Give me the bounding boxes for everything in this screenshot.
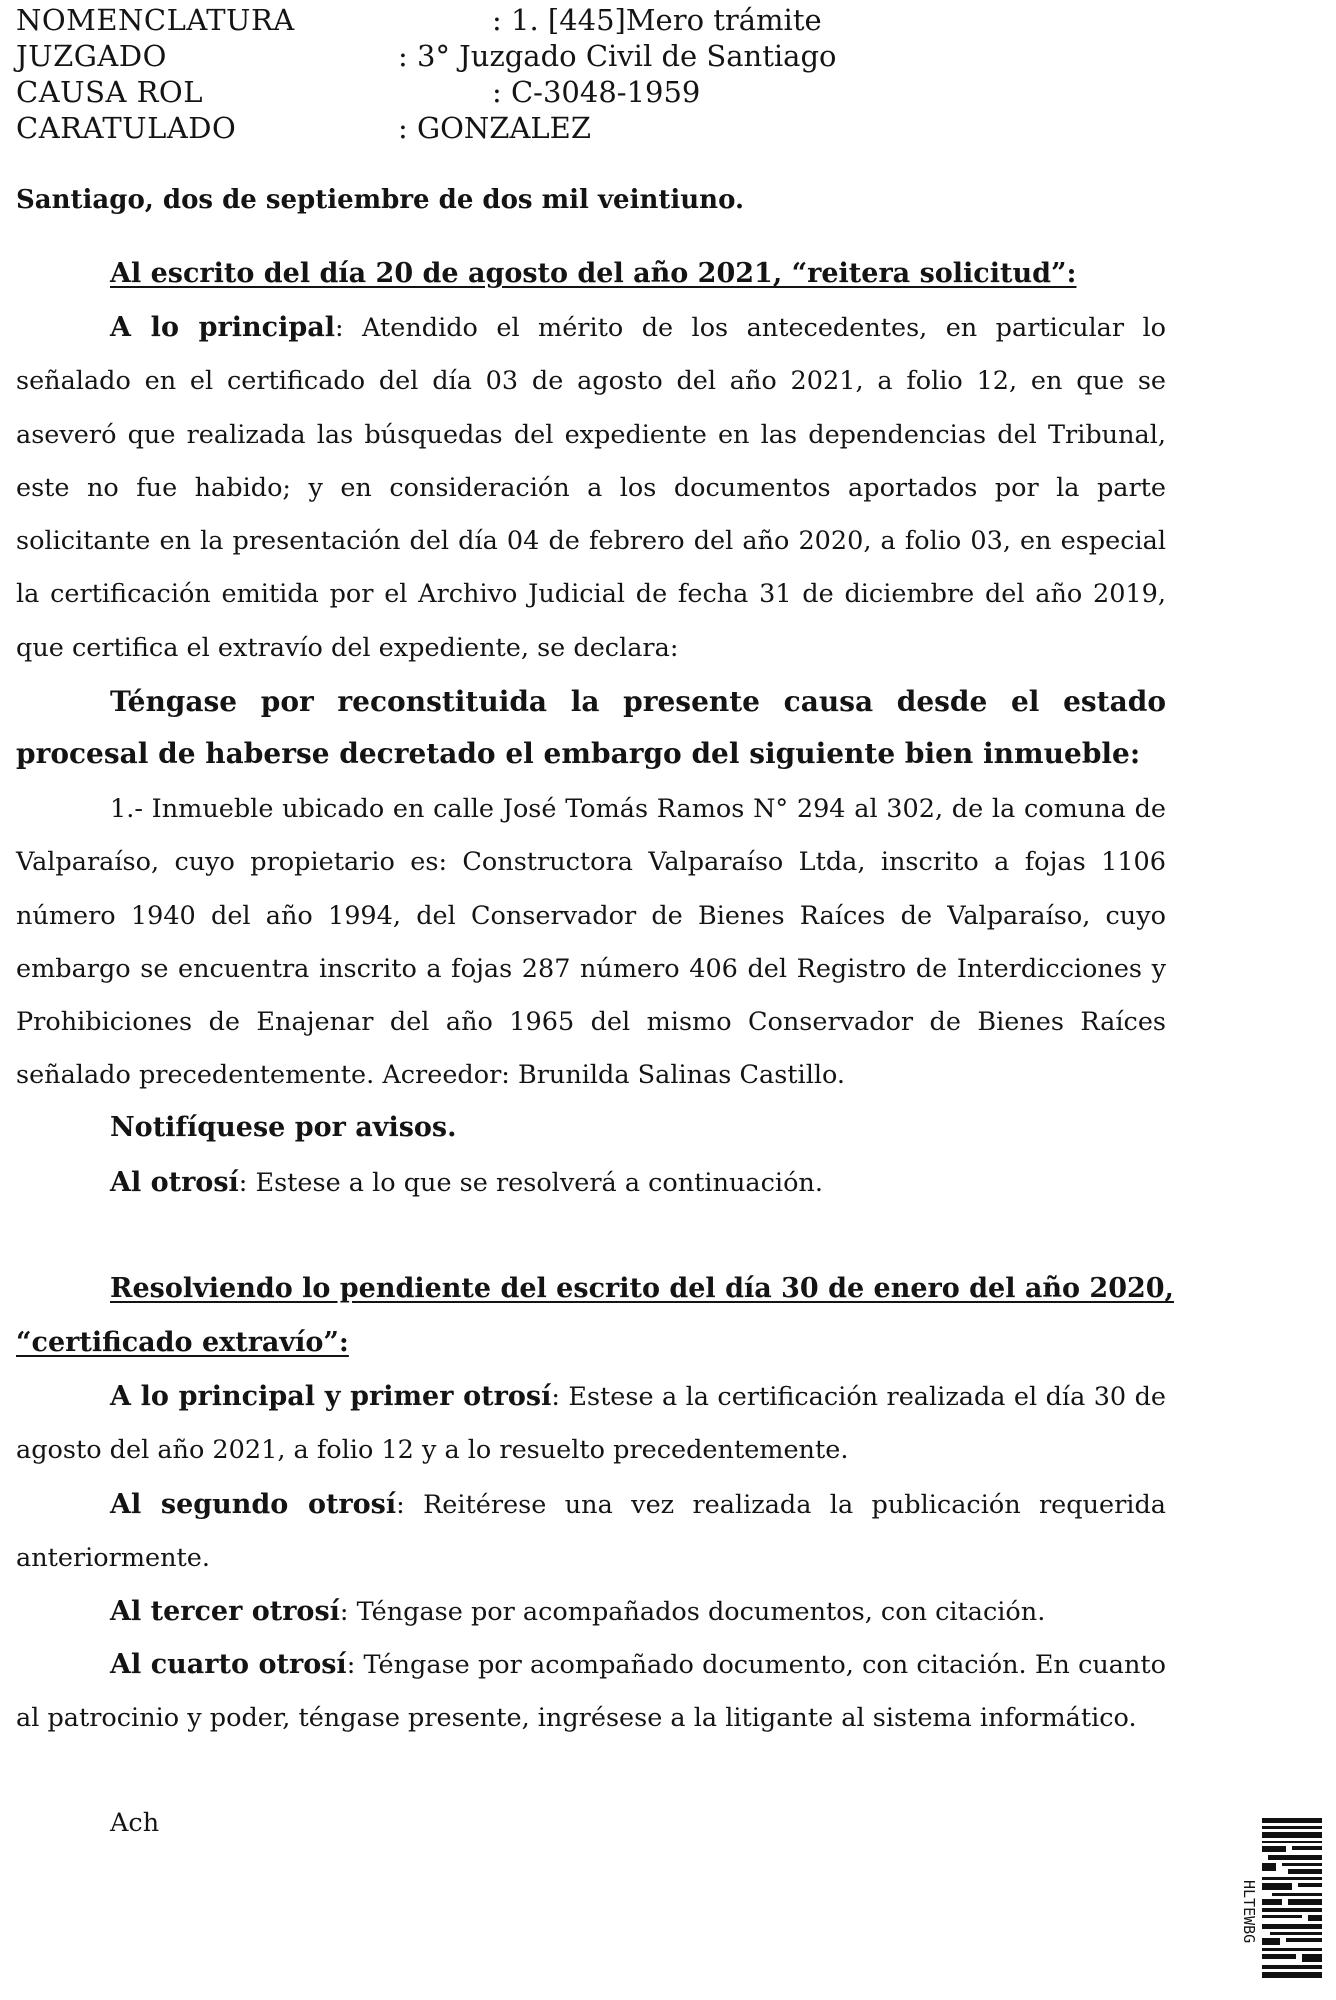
p4-text: : Téngase por acompañado documento, con citación. En cuanto al patrocinio y poder, téngase presente, ingrésese a la litigante al sistema informático. <box>16 1650 1167 1734</box>
causa-label: CAUSA ROL <box>16 75 203 109</box>
caratulado-label: CARATULADO <box>16 111 237 145</box>
document-page <box>16 0 1174 2000</box>
nomenclatura-value: : 1. [445]Mero trámite <box>492 3 822 37</box>
section1-otrosi <box>110 1167 823 1198</box>
nomenclatura-label: NOMENCLATURA <box>16 3 295 37</box>
section2-p3 <box>110 1596 1045 1627</box>
section2-title-line1: Resolviendo lo pendiente del escrito del día 30 de enero del año 2020, <box>110 1273 1174 1304</box>
p4-label: Al cuarto otrosí <box>110 1649 347 1680</box>
p3-text: : Téngase por acompañados documentos, con citación. <box>339 1597 1046 1627</box>
causa-value: : C-3048-1959 <box>492 75 701 109</box>
caratulado-value: : GONZALEZ <box>398 111 591 145</box>
otrosi-label: Al otrosí <box>110 1167 239 1198</box>
section2-p4 <box>16 1638 1166 1746</box>
p2-label: Al segundo otrosí <box>110 1489 397 1520</box>
principal-text: : Atendido el mérito de los antecedentes, en particular lo señalado en el certificado del día 03 de agosto del año 2021, a folio 12, en que se aseveró que realizada las búsquedas del expediente en las dependencias del Tribunal, este no fue habido; y en consideración a los documentos aportados por la parte solicitante en la presentación del día 04 de febrero del año 2020, a folio 03, en especial la certificación emitida por el Archivo Judicial de fecha 31 de diciembre del año 2019, que certifica el extravío del expediente, se declara: <box>16 313 1166 663</box>
barcode-code: HLTEWBG <box>1240 1880 1258 1944</box>
section1-declaration: Téngase por reconstituida la presente causa desde el estado procesal de haberse decretado el embargo del siguiente bien inmueble: <box>16 685 1166 770</box>
section1-principal <box>16 301 1166 675</box>
principal-label: A lo principal <box>110 312 335 343</box>
section1-notify: Notifíquese por avisos. <box>110 1112 457 1143</box>
p1-label: A lo principal y primer otrosí <box>110 1381 552 1412</box>
p2-text: : Reitérese una vez realizada la publicación requerida anteriormente. <box>16 1490 1166 1574</box>
section1-item1: 1.- Inmueble ubicado en calle José Tomás Ramos N° 294 al 302, de la comuna de Valparaíso, cuyo propietario es: Constructora Valparaíso Ltda, inscrito a fojas 1106 número 1940 del año 1994, del Conservador de Bienes Raíces de Valparaíso, cuyo embargo se encuentra inscrito a fojas 287 número 406 del Registro de Interdicciones y Prohibiciones de Enajenar del año 1965 del mismo Conservador de Bienes Raíces señalado precedentemente. Acreedor: Brunilda Salinas Castillo. <box>16 794 1166 1091</box>
initials: Ach <box>110 1808 160 1838</box>
juzgado-value: : 3° Juzgado Civil de Santiago <box>398 39 837 73</box>
barcode-graphic <box>1262 1818 1322 1978</box>
section2-p2 <box>16 1478 1166 1586</box>
dateline: Santiago, dos de septiembre de dos mil veintiuno. <box>16 185 744 215</box>
section2-p1 <box>16 1370 1166 1478</box>
section1-title: Al escrito del día 20 de agosto del año 2021, “reitera solicitud”: <box>110 258 1077 289</box>
otrosi-text: : Estese a lo que se resolverá a continuación. <box>238 1168 823 1198</box>
p3-label: Al tercer otrosí <box>110 1596 340 1627</box>
p1-text: : Estese a la certificación realizada el día 30 de agosto del año 2021, a folio 12 y a lo resuelto precedentemente. <box>16 1382 1166 1466</box>
juzgado-label: JUZGADO <box>16 39 167 73</box>
section2-title-line2: “certificado extravío”: <box>16 1327 349 1358</box>
